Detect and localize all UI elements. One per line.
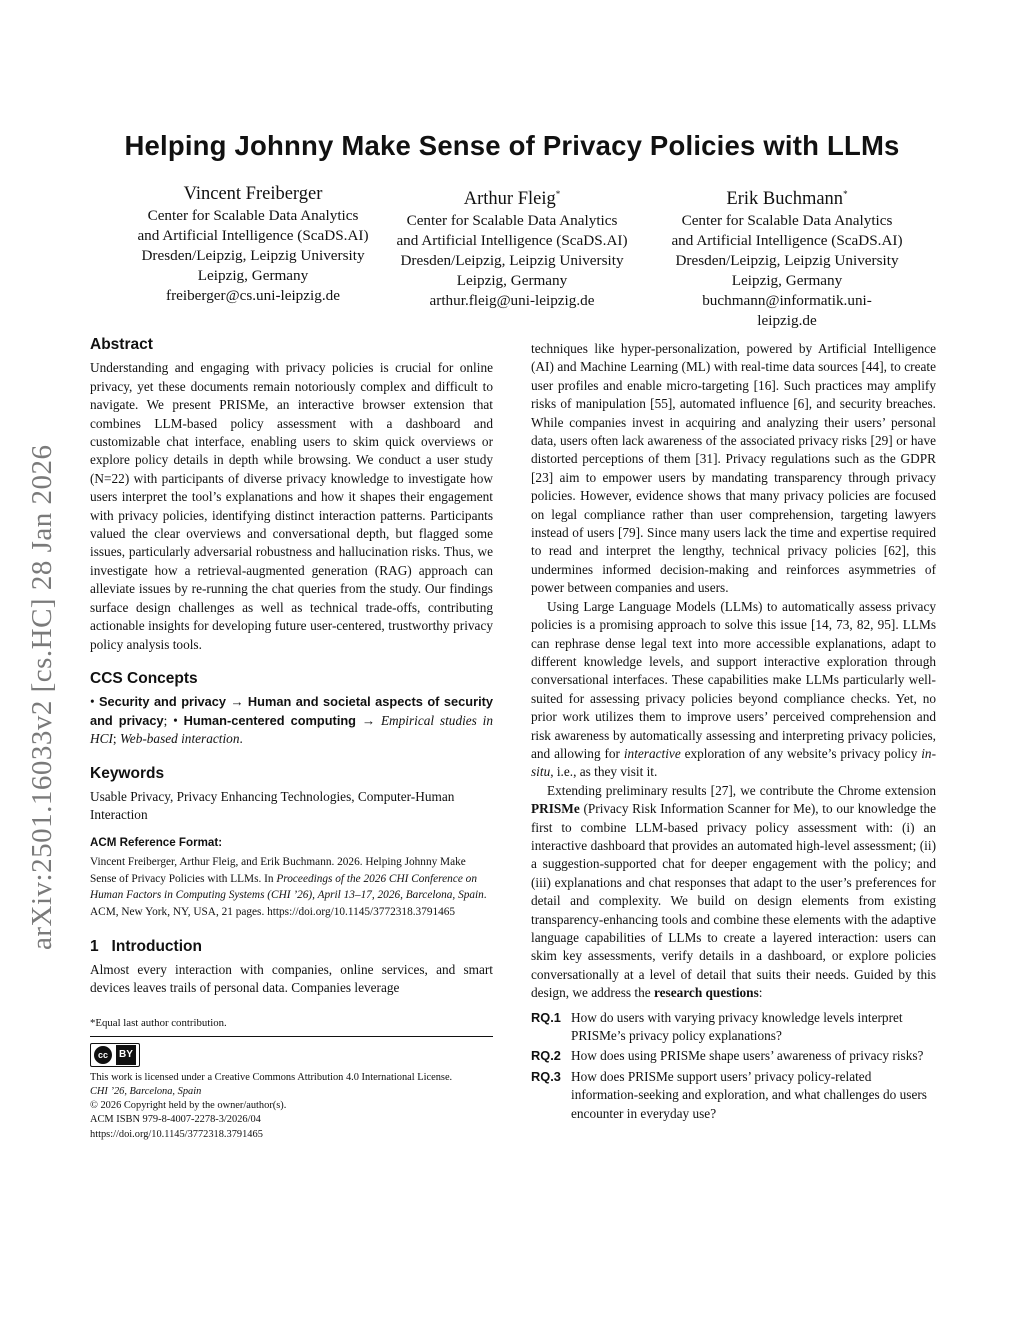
body-paragraph: Extending preliminary results [27], we contribute the Chrome extension PRISMe (Privacy Risk Information Scanner for Me), to our knowledge the first to combine LLM-based privacy policy assessment with: (i) an interactive dashboard that provides an automated high-level assessment; (ii) a suggestion-supported chat for deeper engagement with the policy; and (iii) explanations and chat responses that adapt to the user’s preferences for detail and complexity. We build on design elements from existing transparency-enhancing tools and combine these elements with the adaptive language capabilities of LLMs to create a layered interaction: users can skim key assessments, verify details in a dashboard, or explore policies conversationally at a level of detail that suits their needs. Guided by this design, we address the research questions:	[531, 782, 936, 1001]
author-block	[652, 182, 922, 331]
cc-license-badge[interactable]	[90, 1043, 493, 1067]
cc-icon: cc	[94, 1046, 112, 1064]
author-email[interactable]: freiberger@cs.uni-leipzig.de	[166, 287, 340, 304]
arxiv-stamp: arXiv:2501.16033v2 [cs.HC] 28 Jan 2026	[26, 444, 58, 950]
footnote-divider	[90, 1036, 493, 1037]
author-affiliation: and Artificial Intelligence (ScaDS.AI)	[137, 227, 369, 244]
author-name: Vincent Freiberger	[183, 184, 323, 204]
author-affiliation: Center for Scalable Data Analytics	[147, 207, 359, 224]
author-location: Leipzig, Germany	[197, 267, 309, 284]
author-block	[377, 182, 647, 311]
rq-text: How does PRISMe support users’ privacy policy-related information-seeking and exploration, and what challenges do users encounter in everyday use?	[571, 1068, 927, 1121]
by-icon: BY	[116, 1045, 136, 1065]
body-paragraph: techniques like hyper-personalization, powered by Artificial Intelligence (AI) and Machine Learning (ML) with real-time data sources [44], to create user profiles and enable micro-targeting [16]. Such practices may amplify risks of manipulation [55], automated influence [6], and security breaches. While companies invest in acquiring and analyzing their users’ personal data, users often lack awareness of the associated privacy risks [29] or have distorted perceptions of them [31]. Privacy regulations such as the GDPR [23] aim to empower users by mandating transparency through privacy policies. However, evidence shows that many privacy policies are focused on legal compliance rather than user comprehension, targeting lawyers instead of users [79]. Since many users lack the time and expertise required to read and interpret the lengthy, technical privacy policies [62], this undermines informed decision-making and reinforces asymmetries of power between companies and users.	[531, 341, 936, 596]
author-affiliation: Center for Scalable Data Analytics	[681, 212, 893, 230]
keywords-text: Usable Privacy, Privacy Enhancing Technologies, Computer-Human Interaction	[90, 788, 455, 823]
license-text: This work is licensed under a Creative Commons Attribution 4.0 International License.	[90, 1071, 453, 1083]
author-mark: *	[843, 189, 848, 199]
rq-text: How do users with varying privacy knowledge levels interpret PRISMe’s privacy policy explanations?	[571, 1009, 903, 1044]
author-affiliation: Dresden/Leipzig, Leipzig University	[141, 247, 365, 264]
author-affiliation: and Artificial Intelligence (ScaDS.AI)	[396, 232, 628, 250]
author-location: Leipzig, Germany	[731, 272, 843, 290]
rq-label: RQ.3	[531, 1068, 561, 1084]
author-email[interactable]: buchmann@informatik.uni-	[702, 292, 872, 310]
footnote: *Equal last author contribution.	[90, 1016, 227, 1029]
research-question	[531, 1047, 936, 1065]
license-block	[90, 1071, 493, 1142]
research-question	[531, 1068, 936, 1123]
doi-link[interactable]: https://doi.org/10.1145/3772318.3791465	[90, 1128, 263, 1140]
abstract-heading: Abstract	[90, 336, 153, 353]
abstract-text: Understanding and engaging with privacy policies is crucial for online privacy, yet these documents remain notoriously complex and difficult to navigate. We present PRISMe, an interactive browser extension that combines LLM-based policy assessment with a dashboard and customizable chat interface, enabling users to skim quick overviews or explore policy details in depth while browsing. We conduct a user study (N=22) with participants of diverse privacy knowledge to investigate how users interpret the tool’s explanations and how it shapes their engagement with privacy policies, identifying distinct interaction patterns. Participants valued the clear overviews and conversational depth, but flagged some issues, particularly adversarial robustness and hallucination risks. Thus, we investigate how a retrieval-augmented generation (RAG) approach can alleviate issues by re-running the chat queries from the study. Our findings surface design challenges as well as technical trade-offs, contributing actionable insights for developing future user-centered, trustworthy privacy policy analysis tools.	[90, 360, 493, 652]
research-question	[531, 1009, 936, 1046]
intro-heading: 1 Introduction	[90, 937, 202, 955]
author-affiliation: Dresden/Leipzig, Leipzig University	[400, 252, 624, 270]
author-mark: *	[555, 189, 561, 199]
left-column	[90, 336, 493, 1142]
venue-line: CHI ’26, Barcelona, Spain	[90, 1085, 202, 1097]
copyright-line: © 2026 Copyright held by the owner/author(s).	[90, 1100, 287, 1112]
author-block	[118, 182, 388, 306]
right-column	[531, 340, 936, 1123]
body-paragraph: Using Large Language Models (LLMs) to automatically assess privacy policies is a promising approach to solve this issue [14, 73, 82, 95]. LLMs can rephrase dense legal text into more accessible explanations, adapt to different knowledge levels, and support interactive exploration through conversational interfaces. These capabilities make LLMs particularly well-suited for assessing privacy policies beyond compliance checks. Yet, no prior work utilizes them to improve users’ perceived comprehension and risk awareness by automatically assessing and interpreting privacy policies, and allowing for interactive exploration of any website’s privacy policy in-situ, i.e., as they visit it.	[531, 598, 937, 780]
keywords-heading: Keywords	[90, 764, 165, 782]
author-email[interactable]: arthur.fleig@uni-leipzig.de	[429, 292, 595, 310]
isbn-line: ACM ISBN 979-8-4007-2278-3/2026/04	[90, 1114, 261, 1126]
paper-title: Helping Johnny Make Sense of Privacy Policies with LLMs	[124, 130, 900, 161]
ccs-heading: CCS Concepts	[90, 669, 198, 687]
author-affiliation: Dresden/Leipzig, Leipzig University	[675, 252, 899, 270]
rq-label: RQ.1	[531, 1009, 561, 1025]
author-email-cont[interactable]: leipzig.de	[757, 312, 817, 330]
acm-ref-heading: ACM Reference Format:	[90, 835, 223, 849]
rq-text: How does using PRISMe shape users’ awareness of privacy risks?	[571, 1048, 924, 1064]
author-affiliation: Center for Scalable Data Analytics	[406, 212, 618, 230]
ccs-concepts: • Security and privacy → Human and societal aspects of security and privacy; • Human-centered computing → Empirical studies in HCI; Web-based interaction.	[90, 694, 494, 747]
author-affiliation: and Artificial Intelligence (ScaDS.AI)	[671, 232, 903, 250]
author-name: Erik Buchmann*	[726, 189, 848, 210]
intro-paragraph: Almost every interaction with companies, online services, and smart devices leaves trails of personal data. Companies leverage	[90, 961, 493, 996]
rq-label: RQ.2	[531, 1048, 561, 1064]
acm-ref-text: Vincent Freiberger, Arthur Fleig, and Erik Buchmann. 2026. Helping Johnny Make Sense of Privacy Policies with LLMs. In Proceedings of the 2026 CHI Conference on Human Factors in Computing Systems (CHI ’26), April 13–17, 2026, Barcelona, Spain. ACM, New York, NY, USA, 21 pages. https://doi.org/10.1145/3772318.3791465	[90, 856, 487, 918]
author-name: Arthur Fleig*	[463, 189, 561, 210]
author-location: Leipzig, Germany	[456, 272, 568, 290]
